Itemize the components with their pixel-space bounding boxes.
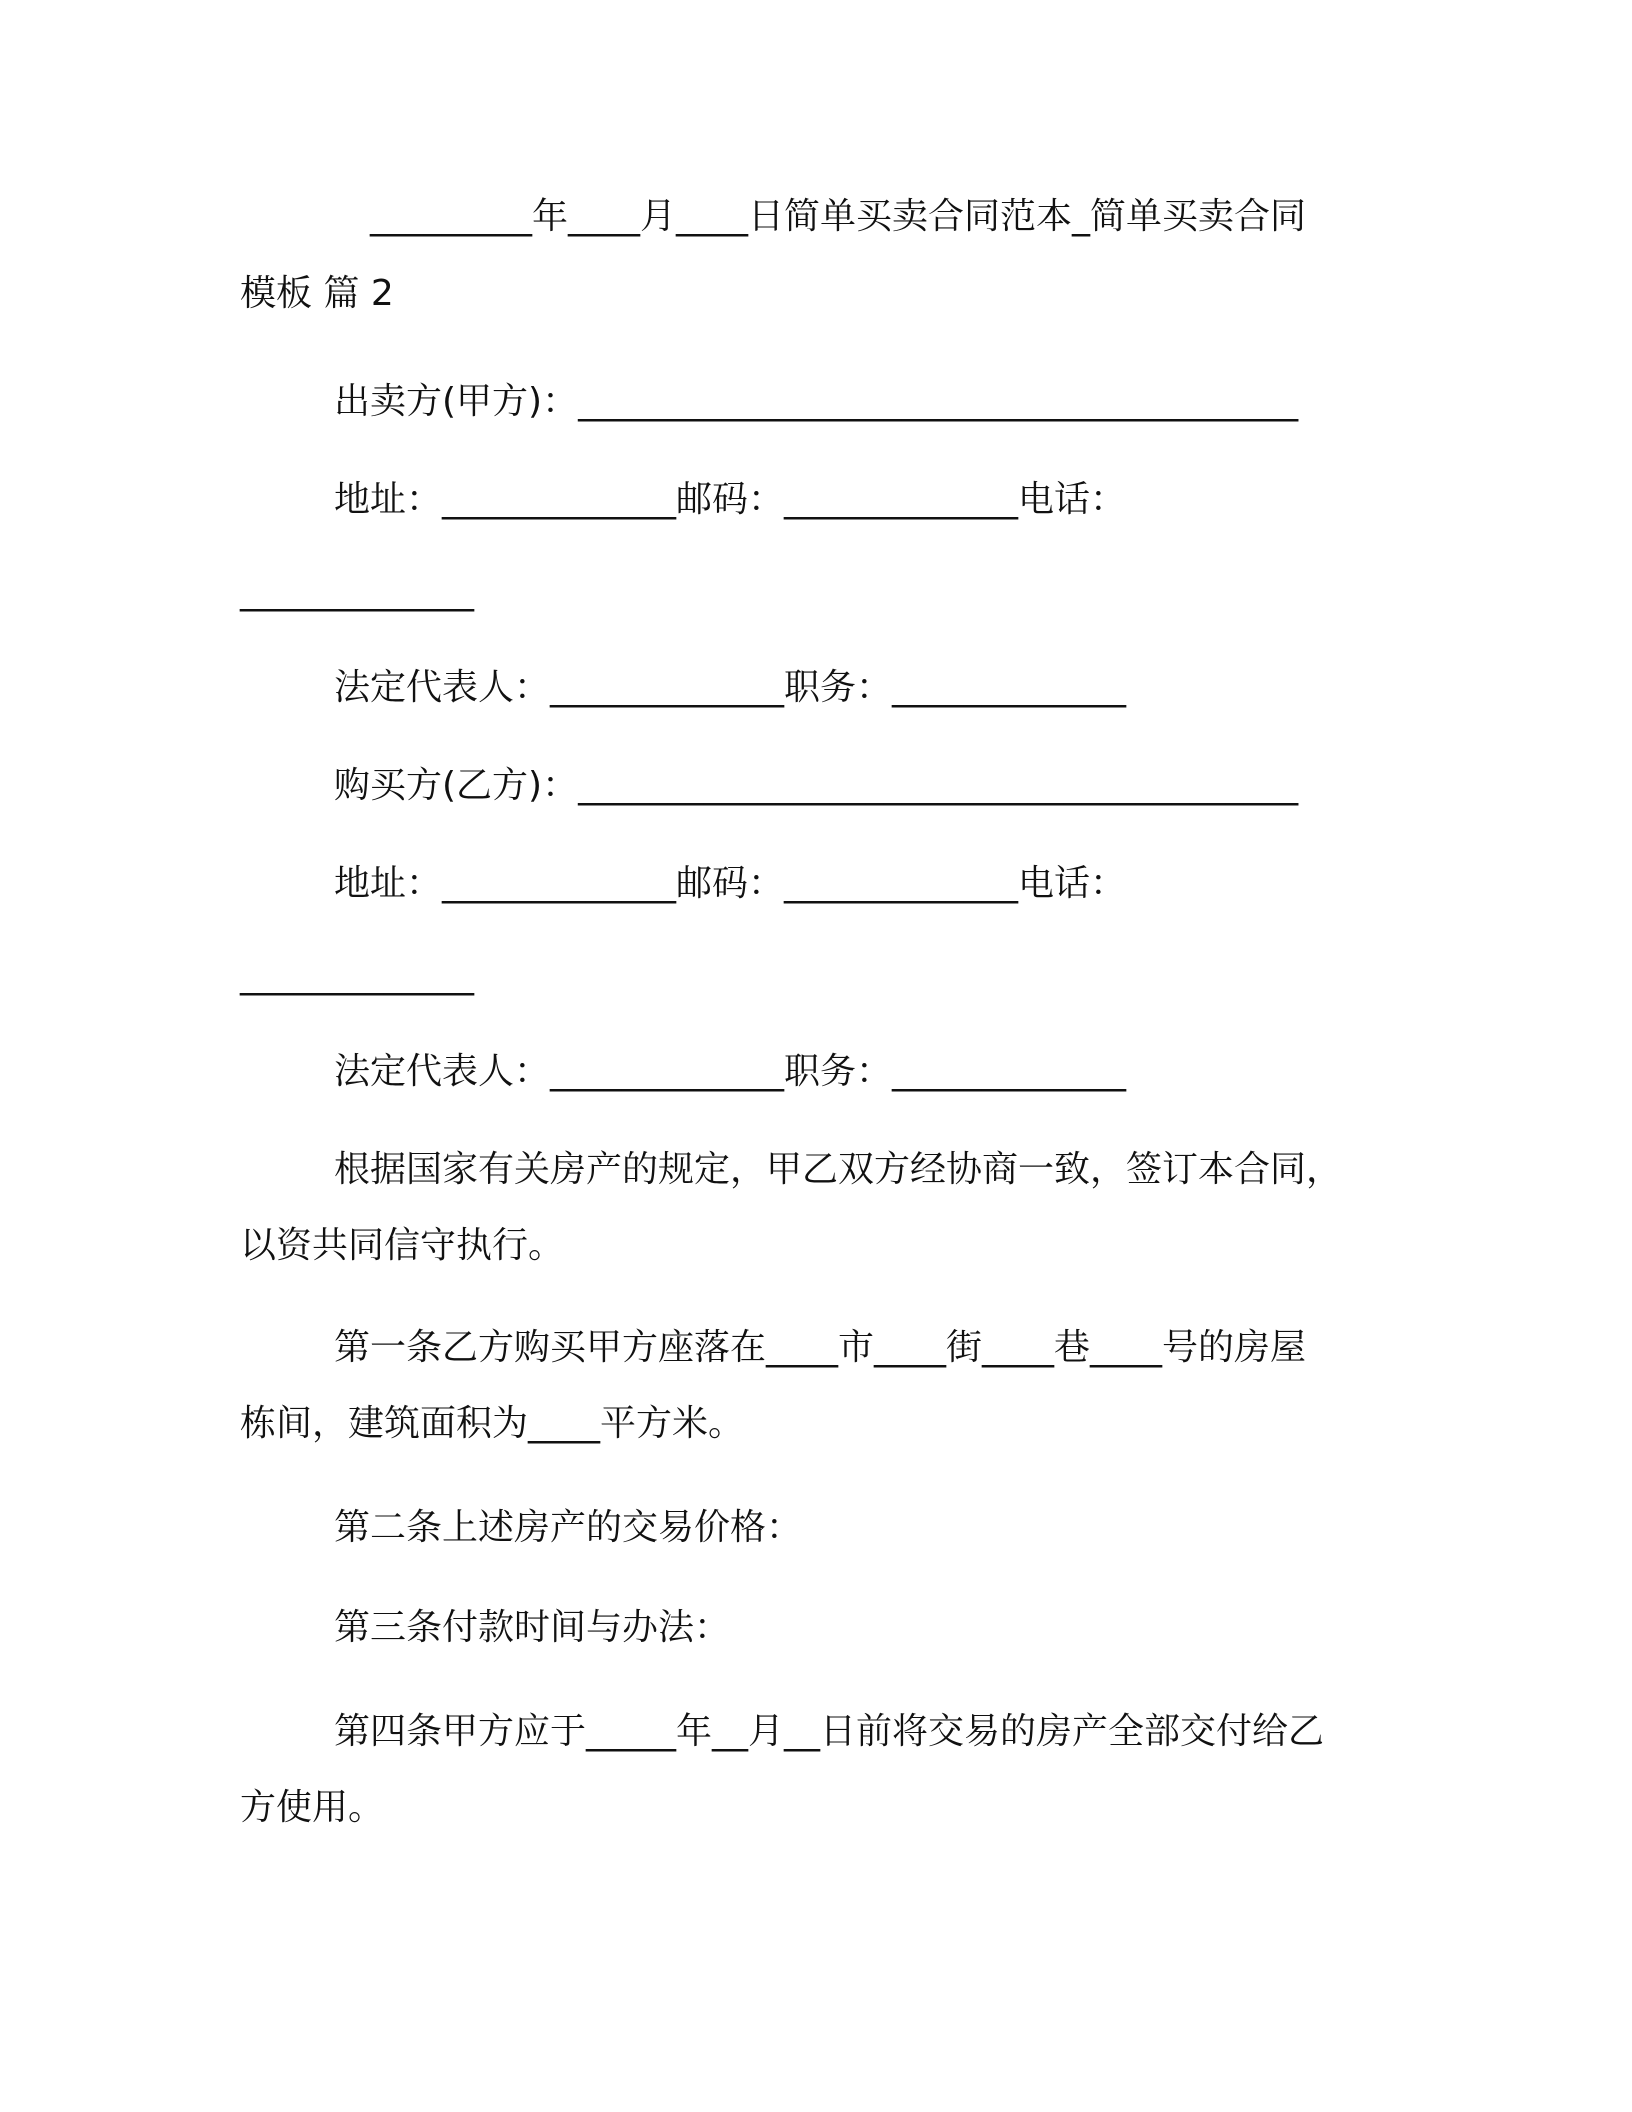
seller-line: 出卖方(甲方)：________________________________________ <box>334 381 1299 422</box>
article-3: 第三条付款时间与办法： <box>334 1607 731 1648</box>
article-4-line-1: 第四条甲方应于_____年__月__日前将交易的房产全部交付给乙 <box>334 1711 1325 1752</box>
article-1-line-1: 第一条乙方购买甲方座落在____市____街____巷____号的房屋 <box>334 1327 1307 1368</box>
buyer-line: 购买方(乙方)：________________________________________ <box>334 765 1299 806</box>
intro-paragraph-line-1: 根据国家有关房产的规定，甲乙双方经协商一致，签订本合同， <box>334 1149 1343 1190</box>
intro-paragraph-line-2: 以资共同信守执行。 <box>240 1225 565 1266</box>
article-4-line-2: 方使用。 <box>240 1787 385 1828</box>
article-2: 第二条上述房产的交易价格： <box>334 1507 803 1548</box>
document-title-line-2: 模板 篇 2 <box>240 273 394 314</box>
buyer-phone-blank: _____________ <box>240 955 474 996</box>
document-title-line-1: _________年____月____日简单买卖合同范本_简单买卖合同 <box>370 196 1307 237</box>
seller-address-line: 地址：_____________邮码：_____________电话： <box>334 479 1127 520</box>
buyer-representative-line: 法定代表人：_____________职务：_____________ <box>334 1051 1127 1092</box>
seller-phone-blank: _____________ <box>240 571 474 612</box>
buyer-address-line: 地址：_____________邮码：_____________电话： <box>334 863 1127 904</box>
seller-representative-line: 法定代表人：_____________职务：_____________ <box>334 667 1127 708</box>
article-1-line-2: 栋间，建筑面积为____平方米。 <box>240 1403 745 1444</box>
